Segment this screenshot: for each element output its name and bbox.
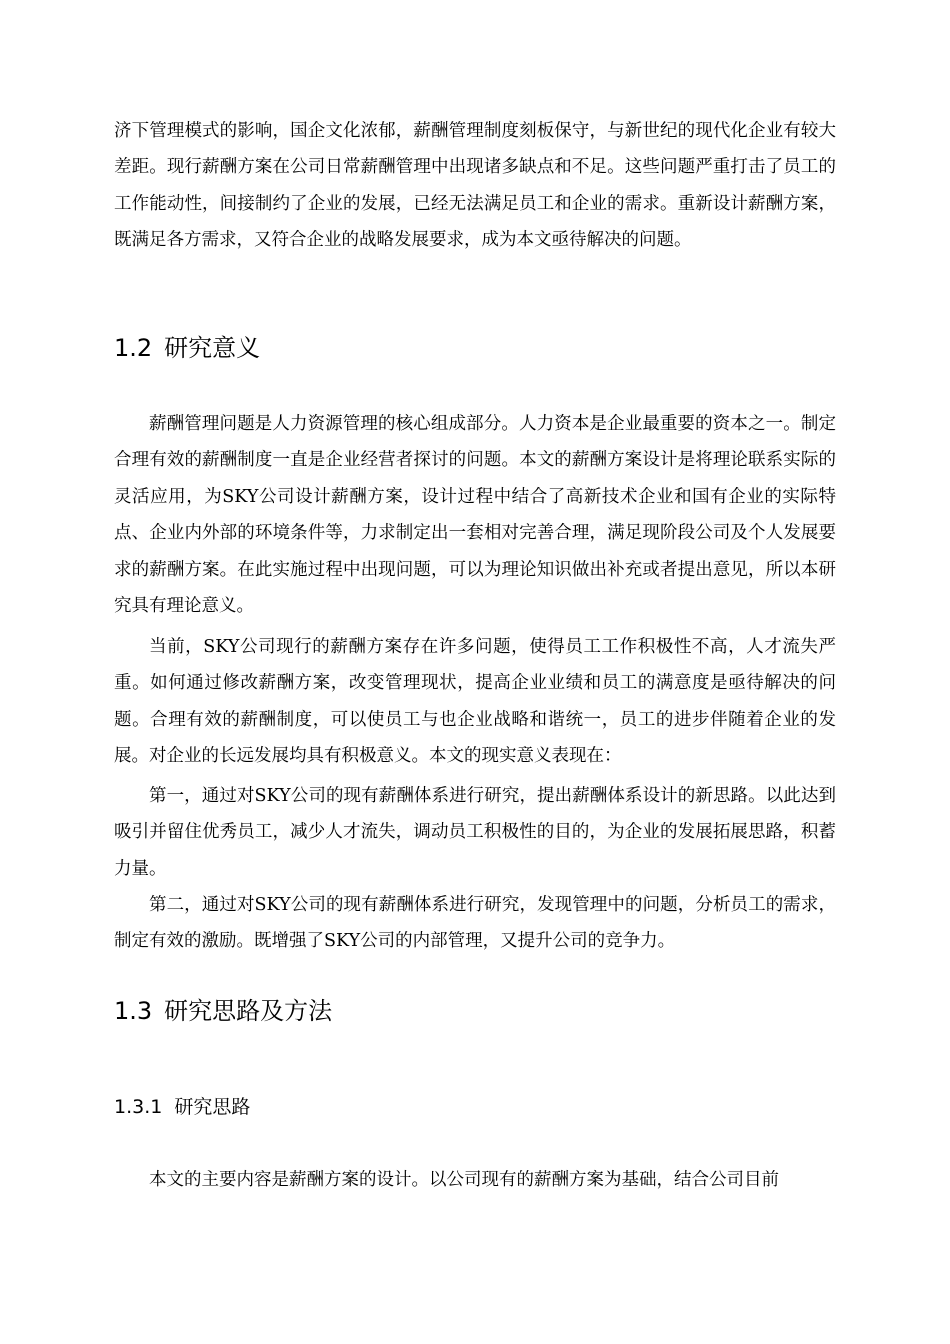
section-heading-1-3 (114, 995, 332, 1027)
paragraph-research-approach: 本文的主要内容是薪酬方案的设计。以公司现有的薪酬方案为基础，结合公司目前 (149, 1170, 779, 1190)
paragraph-practical-significance: 当前，SKY公司现行的薪酬方案存在许多问题，使得员工工作积极性不高，人才流失严重。如何通过修改薪酬方案，改变管理现状，提高企业业绩和员工的满意度是亟待解决的问题。合理有效的薪酬制度，可以使员工与也企业战略和谐统一，员工的进步伴随着企业的发展。对企业的长远发展均具有积极意义。本文的现实意义表现在： (114, 637, 836, 767)
paragraph-theoretical-significance: 薪酬管理问题是人力资源管理的核心组成部分。人力资本是企业最重要的资本之一。制定合理有效的薪酬制度一直是企业经营者探讨的问题。本文的薪酬方案设计是将理论联系实际的灵活应用，为SKY公司设计薪酬方案，设计过程中结合了高新技术企业和国有企业的实际特点、企业内外部的环境条件等，力求制定出一套相对完善合理，满足现阶段公司及个人发展要求的薪酬方案。在此实施过程中出现问题，可以为理论知识做出补充或者提出意见，所以本研究具有理论意义。 (114, 414, 836, 617)
subsection-title: 研究思路 (174, 1096, 251, 1118)
subsection-number: 1.3.1 (114, 1096, 163, 1118)
section-number: 1.3 (114, 997, 153, 1025)
paragraph-point-two: 第二，通过对SKY公司的现有薪酬体系进行研究，发现管理中的问题，分析员工的需求，制定有效的激励。既增强了SKY公司的内部管理，又提升公司的竞争力。 (114, 895, 836, 952)
section-heading-1-2 (114, 332, 260, 364)
paragraph-point-one: 第一，通过对SKY公司的现有薪酬体系进行研究，提出薪酬体系设计的新思路。以此达到吸引并留住优秀员工，减少人才流失，调动员工积极性的目的，为企业的发展拓展思路，积蓄力量。 (114, 786, 836, 879)
section-number: 1.2 (114, 334, 153, 362)
subsection-heading-1-3-1 (114, 1093, 250, 1121)
paragraph-background: 济下管理模式的影响，国企文化浓郁，薪酬管理制度刻板保守，与新世纪的现代化企业有较大差距。现行薪酬方案在公司日常薪酬管理中出现诸多缺点和不足。这些问题严重打击了员工的工作能动性，间接制约了企业的发展，已经无法满足员工和企业的需求。重新设计薪酬方案，既满足各方需求，又符合企业的战略发展要求，成为本文亟待解决的问题。 (114, 121, 836, 251)
section-title: 研究思路及方法 (164, 997, 333, 1025)
section-title: 研究意义 (164, 334, 261, 362)
